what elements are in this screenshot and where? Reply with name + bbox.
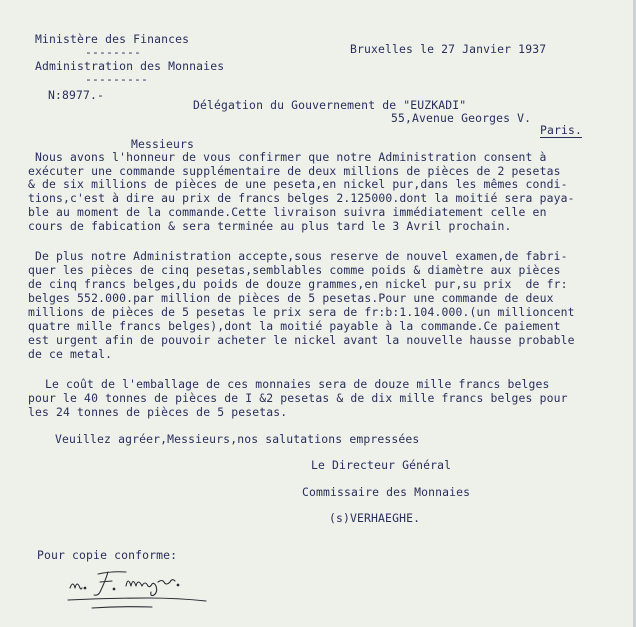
paragraph-line: exécuter une commande supplémentaire de deux millions de pièces de 2 pesetas xyxy=(28,164,561,178)
paragraph-line: cours de fabication & sera terminée au plus tard le 3 Avril prochain. xyxy=(28,219,512,233)
paragraph-line: de ce metal. xyxy=(28,347,113,361)
place-date: Bruxelles le 27 Janvier 1937 xyxy=(350,42,547,56)
salutation: Messieurs xyxy=(131,137,195,151)
recipient-line1: Délégation du Gouvernement de "EUZKADI" xyxy=(193,98,467,112)
paragraph-line: De plus notre Administration accepte,sous reserve de nouvel examen,de fabri- xyxy=(35,249,568,263)
paragraph-line: Le coût de l'emballage de ces monnaies sera de douze mille francs belges xyxy=(45,377,550,391)
paragraph-line: belges 552.000.par million de pièces de 5 pesetas.Pour une commande de deux xyxy=(28,291,554,305)
recipient-line2: 55,Avenue Georges V. xyxy=(391,111,532,125)
administration-name: Administration des Monnaies xyxy=(35,59,225,73)
paragraph-line: tions,c'est à dire au prix de francs belges 2.125000.dont la moitié sera paya- xyxy=(28,191,575,205)
paragraph-line: ble au moment de la commande.Cette livraison suivra immédiatement celle en xyxy=(28,205,547,219)
administration-separator: --------- xyxy=(85,72,149,86)
ministry-name: Ministère des Finances xyxy=(35,32,190,46)
paragraph-line: est urgent afin de pouvoir acheter le nickel avant la nouvelle hausse probable xyxy=(28,333,575,347)
paragraph-line: les 24 tonnes de pièces de 5 pesetas. xyxy=(28,405,288,419)
paragraph-line: Nous avons l'honneur de vous confirmer que notre Administration consent à xyxy=(35,150,547,164)
signatory-title: Le Directeur Général xyxy=(311,458,452,472)
paragraph-line: millions de pièces de 5 pesetas le prix sera de fr:b:1.104.000.(un millioncent xyxy=(28,305,575,319)
paragraph-line: & de six millions de pièces de une peseta,en nickel pur,dans les mêmes condi- xyxy=(28,177,568,191)
copy-conforme-note: Pour copie conforme: xyxy=(37,548,178,562)
reference-number: N:8977.- xyxy=(48,88,105,102)
handwritten-signature xyxy=(62,568,212,616)
signatory-subtitle: Commissaire des Monnaies xyxy=(302,485,471,499)
paragraph-line: quatre mille francs belges),dont la moitié payable à la commande.Ce paiement xyxy=(28,319,561,333)
recipient-city: Paris. xyxy=(540,123,583,137)
closing-formula: Veuillez agréer,Messieurs,nos salutations empressées xyxy=(55,432,420,446)
ministry-separator: -------- xyxy=(85,45,142,59)
paragraph-line: pour le 40 tonnes de pièces de I &2 pesetas & de dix mille francs belges pour xyxy=(28,391,568,405)
paragraph-line: quer les pièces de cinq pesetas,semblables comme poids & diamètre aux pièces xyxy=(28,263,561,277)
paragraph-line: de cinq francs belges,du poids de douze grammes,en nickel pur,su prix de fr: xyxy=(28,277,568,291)
signatory-name: (s)VERHAEGHE. xyxy=(329,511,421,525)
